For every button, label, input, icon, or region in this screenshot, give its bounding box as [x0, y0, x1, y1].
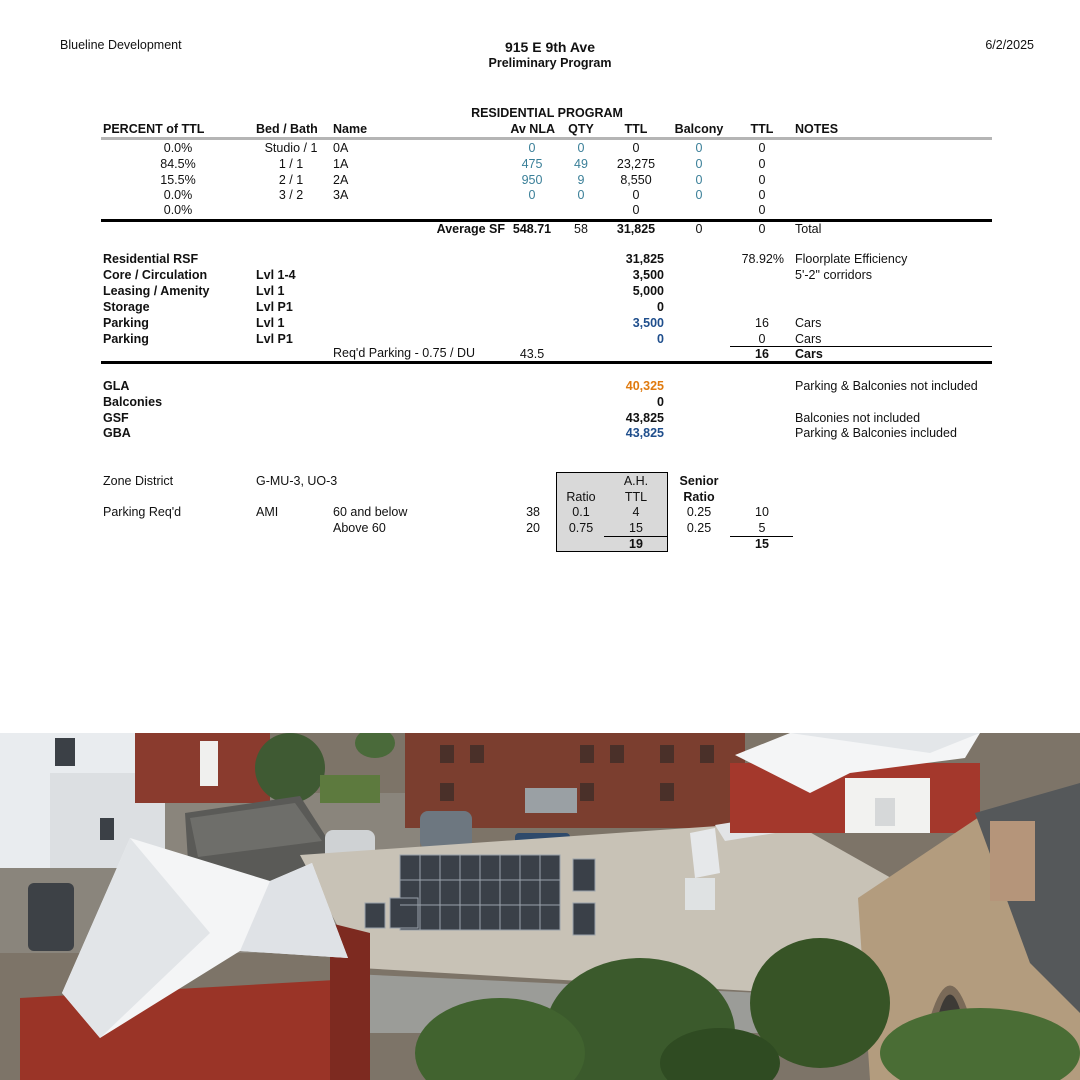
average-ttl2: 0: [758, 222, 766, 236]
total-value: 43,825: [625, 426, 664, 440]
col-header-ttl: TTL: [624, 122, 648, 136]
cell-qty: 0: [577, 141, 585, 155]
cell-ttl: 0: [632, 203, 640, 217]
reqd-parking-note: Cars: [795, 347, 823, 361]
parking-reqd-label: Parking Req'd: [103, 505, 182, 519]
area-level: Lvl 1-4: [256, 268, 296, 282]
total-label: GSF: [103, 411, 129, 425]
ah-header: A.H.: [623, 474, 649, 488]
area-level: Lvl 1: [256, 284, 285, 298]
reqd-parking-total: 16: [755, 347, 769, 361]
cell-qty: 0: [577, 188, 585, 202]
col-header-ttl2: TTL: [750, 122, 774, 136]
senior-ttl: 5: [758, 521, 766, 535]
average-ttl: 31,825: [616, 222, 656, 236]
area-value: 31,825: [625, 252, 664, 266]
total-label: Balconies: [103, 395, 163, 409]
col-header-qty: QTY: [568, 122, 594, 136]
cell-balcony: 0: [695, 141, 703, 155]
total-label: GBA: [103, 426, 131, 440]
reqd-parking-label: Req'd Parking - 0.75 / DU: [333, 346, 476, 360]
cell-ttl: 23,275: [616, 157, 656, 171]
cell-name: 0A: [333, 141, 349, 155]
area-cars: 0: [758, 332, 766, 346]
project-subtitle: Preliminary Program: [488, 56, 612, 70]
cell-ttl: 0: [632, 141, 640, 155]
cell-name: 2A: [333, 173, 349, 187]
ami-band: Above 60: [333, 521, 386, 535]
cell-av-nla: 475: [521, 157, 543, 171]
col-header-notes: NOTES: [795, 122, 839, 136]
report-date: 6/2/2025: [985, 38, 1034, 52]
average-balcony: 0: [695, 222, 703, 236]
total-label: GLA: [103, 379, 130, 393]
cell-bed-bath: 3 / 2: [278, 188, 304, 202]
area-level: Lvl P1: [256, 300, 293, 314]
ah-total: 19: [629, 537, 643, 551]
company-name: Blueline Development: [60, 38, 182, 52]
cell-percent: 84.5%: [160, 157, 196, 171]
cell-percent: 0.0%: [163, 188, 193, 202]
senior-header: Senior: [679, 474, 719, 488]
senior-ratio: 0.25: [686, 505, 712, 519]
total-note: Parking & Balconies not included: [795, 379, 978, 393]
senior-total: 15: [755, 537, 769, 551]
cell-bed-bath: 2 / 1: [278, 173, 304, 187]
cell-ttl2: 0: [758, 203, 766, 217]
col-header-av-nla: Av NLA: [510, 122, 555, 136]
senior-ratio-header: Ratio: [683, 490, 715, 504]
aerial-site-photo: [0, 733, 1080, 1080]
cell-balcony: 0: [695, 188, 703, 202]
area-label: Parking: [103, 332, 149, 346]
cell-ttl2: 0: [758, 157, 766, 171]
area-value: 0: [657, 300, 664, 314]
ah-ttl-header: TTL: [624, 490, 648, 504]
cell-bed-bath: Studio / 1: [264, 141, 318, 155]
cell-ttl2: 0: [758, 188, 766, 202]
header-divider: [101, 137, 992, 140]
cell-ttl: 0: [632, 188, 640, 202]
area-cars: 16: [755, 316, 769, 330]
col-header-bed-bath: Bed / Bath: [256, 122, 318, 136]
ah-ratio: 0.1: [572, 505, 590, 519]
ami-label: AMI: [256, 505, 279, 519]
ratio-header: Ratio: [566, 490, 596, 504]
area-label: Core / Circulation: [103, 268, 208, 282]
senior-ratio: 0.25: [686, 521, 712, 535]
zone-value: G-MU-3, UO-3: [256, 474, 338, 488]
area-value: 3,500: [632, 316, 664, 330]
cell-ttl2: 0: [758, 173, 766, 187]
col-header-balcony: Balcony: [674, 122, 724, 136]
total-value: 43,825: [625, 411, 664, 425]
average-note: Total: [795, 222, 822, 236]
area-label: Storage: [103, 300, 150, 314]
cell-balcony: 0: [695, 173, 703, 187]
cell-av-nla: 0: [528, 141, 536, 155]
cell-ttl: 8,550: [620, 173, 652, 187]
zone-label: Zone District: [103, 474, 174, 488]
average-qty: 58: [574, 222, 588, 236]
project-title: 915 E 9th Ave: [504, 39, 595, 55]
total-note: Balconies not included: [795, 411, 921, 425]
cell-av-nla: 950: [521, 173, 543, 187]
total-value: 40,325: [625, 379, 664, 393]
senior-ttl: 10: [755, 505, 769, 519]
cell-name: 1A: [333, 157, 349, 171]
area-level: Lvl 1: [256, 316, 285, 330]
col-header-name: Name: [333, 122, 368, 136]
area-value: 5,000: [632, 284, 664, 298]
area-level: Lvl P1: [256, 332, 293, 346]
cell-av-nla: 0: [528, 188, 536, 202]
ah-ttl: 4: [632, 505, 640, 519]
area-note: 5'-2" corridors: [795, 268, 872, 282]
section-title: RESIDENTIAL PROGRAM: [471, 106, 623, 120]
ami-band: 60 and below: [333, 505, 408, 519]
cell-percent: 15.5%: [160, 173, 196, 187]
area-label: Residential RSF: [103, 252, 199, 266]
average-av-nla: 548.71: [512, 222, 552, 236]
total-value: 0: [657, 395, 664, 409]
area-note: Cars: [795, 332, 822, 346]
area-label: Parking: [103, 316, 149, 330]
area-label: Leasing / Amenity: [103, 284, 210, 298]
ah-ratio: 0.75: [568, 521, 594, 535]
total-note: Parking & Balconies included: [795, 426, 957, 440]
area-value: 3,500: [632, 268, 664, 282]
area-value: 0: [657, 332, 664, 346]
ami-count: 20: [526, 521, 540, 535]
col-header-percent: PERCENT of TTL: [103, 122, 205, 136]
area-note: Cars: [795, 316, 822, 330]
ah-ttl: 15: [629, 521, 643, 535]
cell-qty: 9: [577, 173, 585, 187]
ami-count: 38: [526, 505, 540, 519]
average-label: Average SF: [436, 222, 505, 236]
cell-percent: 0.0%: [163, 203, 193, 217]
cell-qty: 49: [574, 157, 588, 171]
cell-name: 3A: [333, 188, 349, 202]
area-efficiency: 78.92%: [741, 252, 784, 266]
cell-percent: 0.0%: [163, 141, 193, 155]
reqd-parking-value: 43.5: [519, 347, 545, 361]
cell-balcony: 0: [695, 157, 703, 171]
area-divider: [101, 361, 992, 364]
cell-ttl2: 0: [758, 141, 766, 155]
cell-bed-bath: 1 / 1: [278, 157, 304, 171]
area-note: Floorplate Efficiency: [795, 252, 908, 266]
